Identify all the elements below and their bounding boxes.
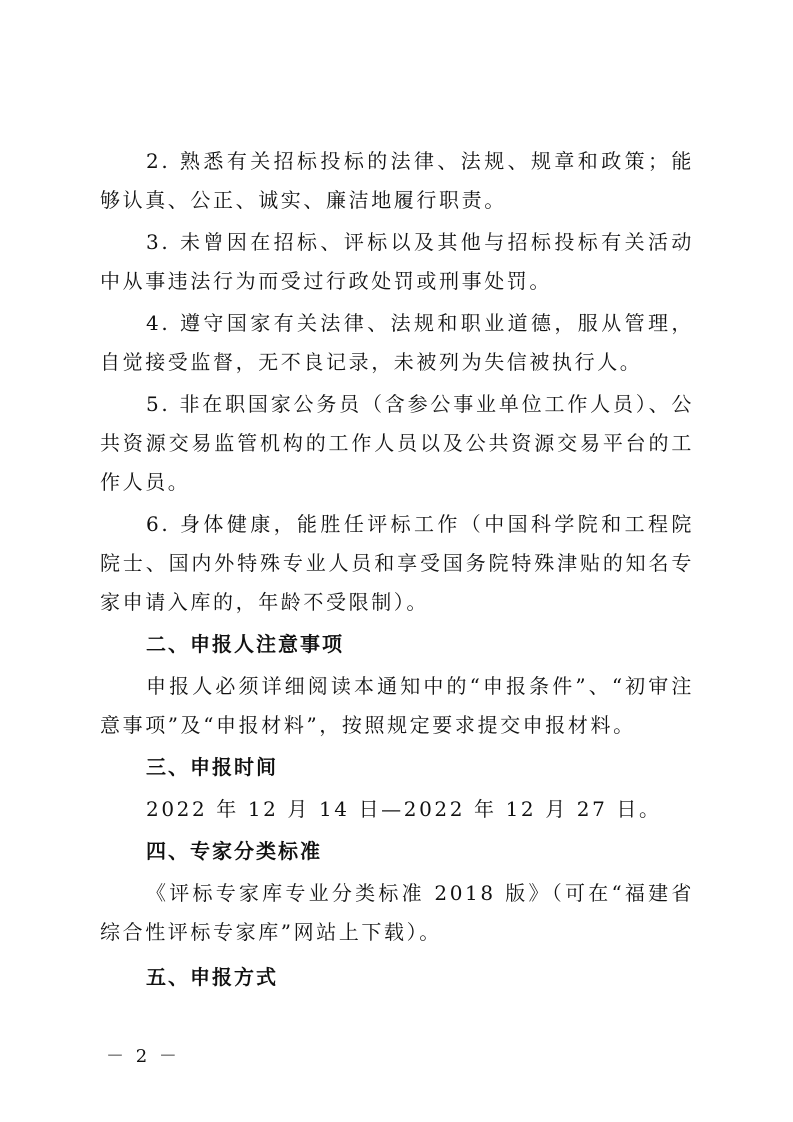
requirement-2: 2. 熟悉有关招标投标的法律、法规、规章和政策；能够认真、公正、诚实、廉洁地履行职责。 (100, 149, 694, 212)
requirement-4: 4. 遵守国家有关法律、法规和职业道德，服从管理，自觉接受监督，无不良记录，未被列为失信被执行人。 (100, 311, 694, 374)
document-body (100, 142, 694, 997)
section-body-notes: 申报人必须详细阅读本通知中的“申报条件”、“初审注意事项”及“申报材料”，按照规定要求提交申报材料。 (100, 674, 694, 737)
requirement-5: 5. 非在职国家公务员（含参公事业单位工作人员）、公共资源交易监管机构的工作人员以及公共资源交易平台的工作人员。 (100, 392, 694, 494)
section-heading-method: 五、申报方式 (146, 965, 278, 989)
requirement-6: 6. 身体健康，能胜任评标工作（中国科学院和工程院院士、国内外特殊专业人员和享受国务院特殊津贴的知名专家申请入库的，年龄不受限制）。 (100, 512, 694, 614)
section-heading-notes: 二、申报人注意事项 (146, 632, 344, 656)
section-heading-time: 三、申报时间 (146, 755, 278, 779)
section-heading-classification: 四、专家分类标准 (146, 839, 322, 863)
section-body-time: 2022 年 12 月 14 日—2022 年 12 月 27 日。 (146, 797, 662, 821)
page-number: － 2 － (106, 1046, 180, 1067)
requirement-3: 3. 未曾因在招标、评标以及其他与招标投标有关活动中从事违法行为而受过行政处罚或刑事处罚。 (100, 230, 694, 293)
section-body-classification: 《评标专家库专业分类标准 2018 版》（可在“福建省综合性评标专家库”网站上下载）。 (100, 881, 694, 944)
